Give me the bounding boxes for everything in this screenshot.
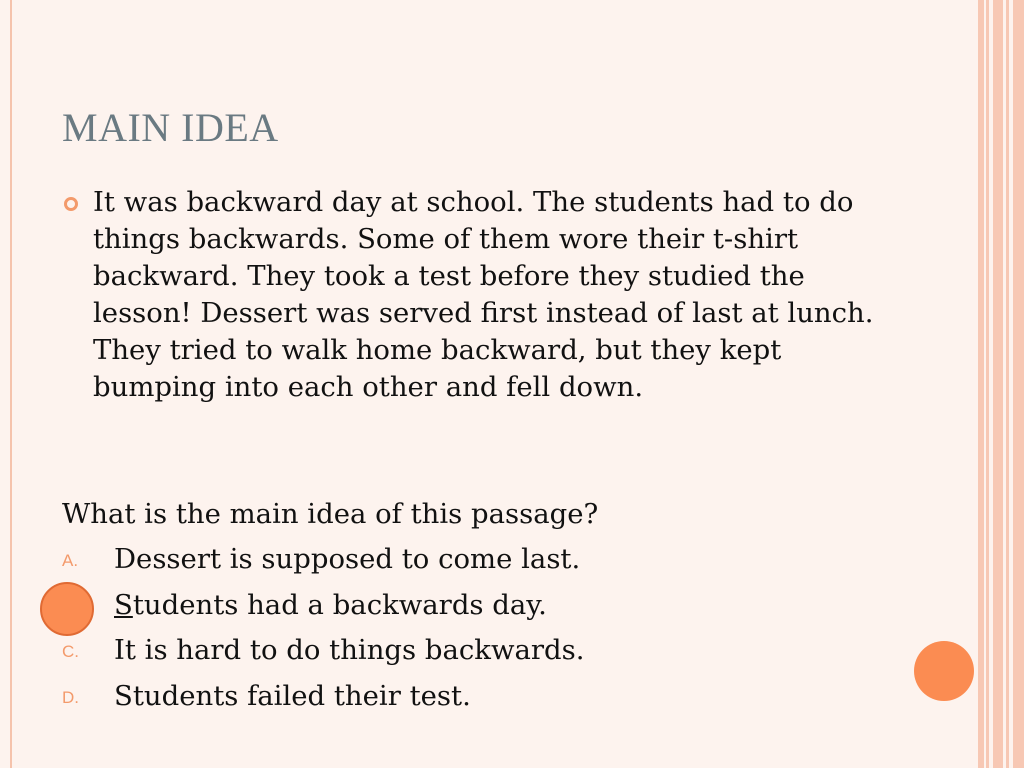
- right-stripe: [978, 0, 984, 768]
- option-first-letter: S: [114, 588, 133, 621]
- passage-bullet: [62, 184, 912, 406]
- selected-answer-marker: [40, 582, 94, 636]
- option-letter: C.: [62, 642, 79, 661]
- decorative-circle: [914, 641, 974, 701]
- option-text-rest: tudents had a backwards day.: [132, 588, 547, 621]
- option-b[interactable]: [62, 587, 942, 633]
- option-letter: A.: [62, 551, 79, 570]
- option-text: Students failed their test.: [114, 679, 471, 712]
- left-border-line: [10, 0, 12, 768]
- question-text: What is the main idea of this passage?: [62, 498, 599, 530]
- option-c[interactable]: [62, 632, 942, 678]
- bullet-ring-icon: [64, 197, 78, 211]
- option-text: Dessert is supposed to come last.: [114, 543, 581, 575]
- option-a[interactable]: [62, 541, 942, 587]
- passage-text: It was backward day at school. The students had to do things backwards. Some of them wore their t-shirt backward. They took a test before they studied the lesson! Dessert was served first instead of last at lunch. They tried to walk home backward, but they kept bumping into each other and fell down.: [93, 186, 874, 403]
- option-text: [114, 587, 547, 624]
- right-stripe: [986, 0, 989, 768]
- option-d[interactable]: [62, 678, 942, 724]
- right-stripe: [1006, 0, 1009, 768]
- slide-title: MAIN IDEA: [62, 105, 279, 150]
- option-text: It is hard to do things backwards.: [114, 634, 585, 666]
- option-letter: D.: [62, 687, 79, 707]
- answer-options: [62, 541, 942, 723]
- right-stripe: [1013, 0, 1024, 768]
- right-stripe: [993, 0, 1003, 768]
